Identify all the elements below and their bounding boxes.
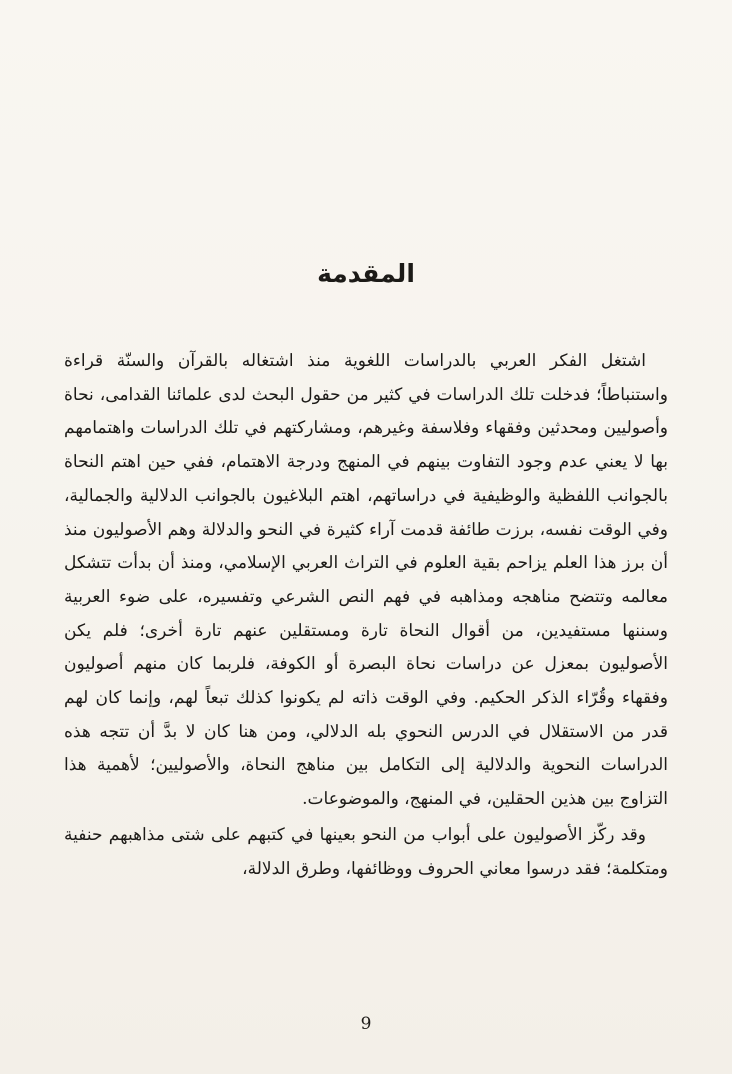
page-title: المقدمة xyxy=(317,259,415,288)
paragraph-2: وقد ركّز الأصوليون على أبواب من النحو بعينها في كتبهم على شتى مذاهبهم حنفية ومتكلمة؛ فقد درسوا معاني الحروف ووظائفها، وطرق الدلالة، xyxy=(64,824,668,879)
page-number: 9 xyxy=(360,1014,372,1034)
paragraph-1: اشتغل الفكر العربي بالدراسات اللغوية منذ اشتغاله بالقرآن والسنّة قراءة واستنباطاً؛ فدخلت تلك الدراسات في كثير من حقول البحث لدى علمائنا القدامى، نحاة وأصوليين ومحدثين وفقهاء وفلاسفة وغيرهم، ومشاركتهم في تلك الدراسات واهتمامهم بها لا يعني عدم وجود التفاوت بينهم في المنهج ودرجة الاهتمام، ففي حين اهتم النحاة بالجوانب اللفظية والوظيفية في دراساتهم، اهتم البلاغيون بالجوانب الدلالية والجمالية، وفي الوقت نفسه، برزت طائفة قدمت آراء كثيرة في النحو والدلالة وهم الأصوليون منذ أن برز هذا العلم يزاحم بقية العلوم في التراث العربي الإسلامي، ومنذ أن بدأت تتشكل معالمه وتتضح مناهجه ومذاهبه في فهم النص الشرعي وتفسيره، على ضوء العربية وسننها مستفيدين، من أقوال النحاة تارة ومستقلين عنهم تارة أخرى؛ فلم يكن الأصوليون بمعزل عن دراسات نحاة البصرة أو الكوفة، فلربما كان منهم أصوليون وفقهاء وقُرّاء الذكر الحكيم. وفي الوقت ذاته لم يكونوا كذلك تبعاً لهم، وإنما كان لهم قدر من الاستقلال في الدرس النحوي بله الدلالي، ومن هنا كان لا بدَّ أن تتجه هذه الدراسات النحوية والدلالية إلى التكامل بين مناهج النحاة، والأصوليين؛ لأهمية هذا التزاوج بين هذين الحقلين، في المنهج، والموضوعات. xyxy=(64,351,668,810)
body-text xyxy=(64,345,668,886)
